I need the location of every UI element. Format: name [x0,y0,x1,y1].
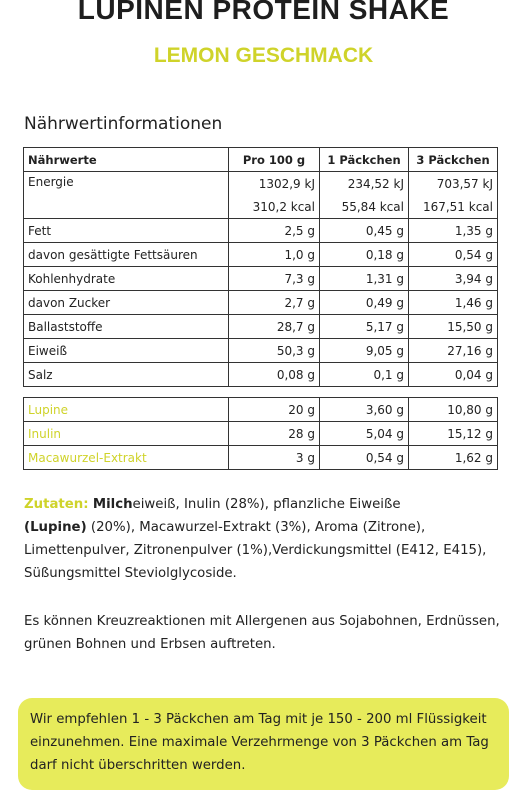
cell-value: 1,31 g [320,267,409,291]
cell-value: 1,0 g [229,243,320,267]
cell-value: 27,16 g [409,339,498,363]
cell-energy-kcal-3: 167,51 kcal [409,195,498,219]
cell-value: 7,3 g [229,267,320,291]
row-label: Kohlenhydrate [24,267,229,291]
cell-value: 50,3 g [229,339,320,363]
cell-energy-kj-100g: 1302,9 kJ [229,172,320,196]
cell-value: 20 g [229,398,320,422]
cell-value: 1,46 g [409,291,498,315]
cell-value: 0,45 g [320,219,409,243]
flavor-subtitle: LEMON GESCHMACK [153,44,374,67]
cell-value: 2,7 g [229,291,320,315]
cell-value: 0,08 g [229,363,320,387]
recommendation-box: Wir empfehlen 1 - 3 Päckchen am Tag mit je 150 - 200 ml Flüssigkeit einzunehmen. Eine maximale Verzehrmenge von 3 Päckchen am Tag darf nicht überschritten werden. [18,698,509,790]
cell-value: 3 g [229,446,320,470]
table-row [24,267,498,291]
cell-value: 2,5 g [229,219,320,243]
allergen-note: Es können Kreuzreaktionen mit Allergenen aus Sojabohnen, Erdnüssen, grünen Bohnen und Erbsen auftreten. [24,614,500,652]
ingredients-part-1: eiweiß, Inulin (28%), pflanzliche Eiweiße [132,497,401,512]
row-label: Ballaststoffe [24,315,229,339]
ingredients-text [24,493,509,585]
table-row [24,315,498,339]
cell-energy-kcal-100g: 310,2 kcal [229,195,320,219]
cell-energy-kj-3: 703,57 kJ [409,172,498,196]
table-row [24,219,498,243]
table-row [24,291,498,315]
cell-value: 0,49 g [320,291,409,315]
ingredient-lupine: (Lupine) [24,520,87,535]
ingredient-milch: Milch [92,497,133,512]
cell-value: 3,94 g [409,267,498,291]
ingredient-amount-table [23,397,498,470]
cell-value: 1,62 g [409,446,498,470]
table-row [24,339,498,363]
table-header-row [24,148,498,172]
ingredients-part-2: (20%), Macawurzel-Extrakt (3%), Aroma (Zitrone), Limettenpulver, Zitronenpulver (1%),Verdickungsmittel (E412, E415), Süßungsmittel Steviolglycoside. [24,520,487,581]
cell-value: 28,7 g [229,315,320,339]
cell-value: 0,54 g [320,446,409,470]
cell-energy-kcal-1: 55,84 kcal [320,195,409,219]
cell-value: 5,17 g [320,315,409,339]
row-label: Lupine [24,398,229,422]
row-label: Macawurzel-Extrakt [24,446,229,470]
row-label: davon gesättigte Fettsäuren [24,243,229,267]
cell-value: 0,18 g [320,243,409,267]
cell-value: 3,60 g [320,398,409,422]
cell-value: 10,80 g [409,398,498,422]
row-label: Fett [24,219,229,243]
row-label: Eiweiß [24,339,229,363]
cell-value: 1,35 g [409,219,498,243]
product-title: LUPINEN PROTEIN SHAKE [77,0,450,25]
header-per-100g: Pro 100 g [229,148,320,172]
table-row [24,422,498,446]
cell-value: 0,1 g [320,363,409,387]
table-row [24,398,498,422]
nutrition-table [23,147,498,387]
cell-value: 0,04 g [409,363,498,387]
row-label: Salz [24,363,229,387]
cell-value: 15,12 g [409,422,498,446]
table-row-energy-kj [24,172,498,196]
header-3-packets: 3 Päckchen [409,148,498,172]
cell-energy-kj-1: 234,52 kJ [320,172,409,196]
row-label: Inulin [24,422,229,446]
cell-value: 0,54 g [409,243,498,267]
row-label: davon Zucker [24,291,229,315]
table-row [24,363,498,387]
cell-value: 5,04 g [320,422,409,446]
header-nutrient: Nährwerte [24,148,229,172]
cell-value: 9,05 g [320,339,409,363]
ingredients-label: Zutaten: [24,497,89,512]
cell-value: 28 g [229,422,320,446]
table-row [24,446,498,470]
table-row [24,243,498,267]
row-label-energy: Energie [24,172,229,219]
nutrition-section-title: Nährwertinformationen [24,114,223,134]
header-1-packet: 1 Päckchen [320,148,409,172]
cell-value: 15,50 g [409,315,498,339]
